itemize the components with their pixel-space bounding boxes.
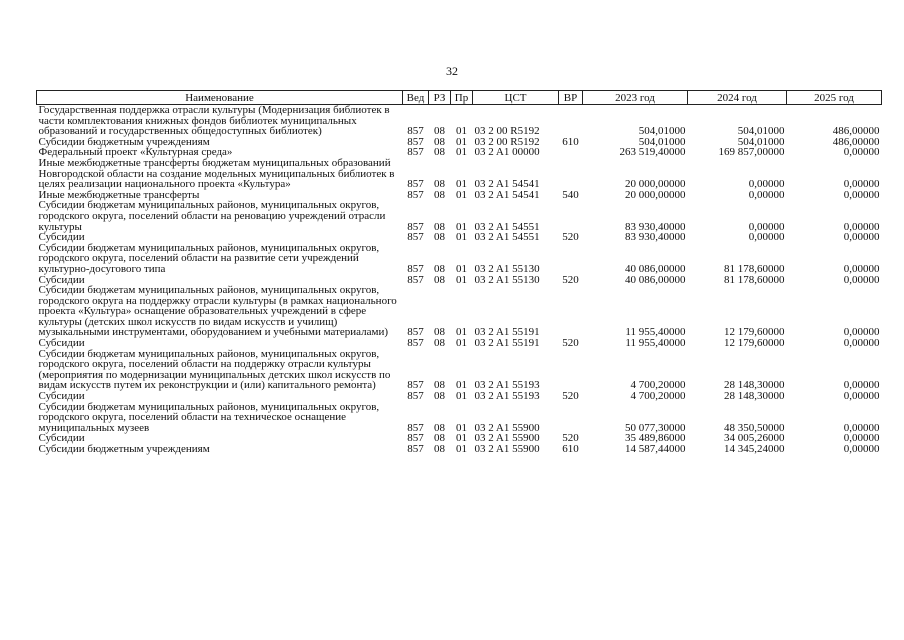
row-value-2023: 504,01000	[638, 135, 686, 148]
row-vr: 520	[562, 390, 579, 403]
table-row	[37, 158, 882, 190]
row-cst: 03 2 00 R5192	[474, 125, 540, 138]
row-cst: 03 2 A1 55193	[474, 379, 540, 392]
row-cst: 03 2 A1 55900	[474, 432, 540, 445]
row-rz: 08	[434, 337, 445, 350]
row-ved: 857	[407, 231, 424, 244]
table-header-row	[37, 91, 882, 105]
row-value-2024: 0,00000	[748, 178, 785, 191]
header-ved: Вед	[403, 91, 429, 105]
row-cst: 03 2 A1 55193	[474, 390, 540, 403]
row-pr: 01	[456, 337, 467, 350]
row-value-2025: 0,00000	[843, 273, 880, 286]
row-name: Субсидии	[38, 273, 85, 286]
row-name: Субсидии	[38, 432, 85, 445]
row-name: Федеральный проект «Культурная среда»	[38, 146, 233, 159]
row-cst: 03 2 A1 55900	[474, 443, 540, 455]
row-value-2025: 0,00000	[843, 337, 880, 350]
row-rz: 08	[434, 125, 445, 138]
row-rz: 08	[434, 231, 445, 244]
row-pr: 01	[456, 220, 467, 233]
row-value-2023: 11 955,40000	[625, 326, 686, 339]
row-vr	[559, 402, 583, 434]
table-row	[37, 200, 882, 232]
row-value-2023: 11 955,40000	[625, 337, 686, 350]
row-vr: 520	[562, 337, 579, 350]
row-value-2024: 0,00000	[748, 188, 785, 201]
header-2023: 2023 год	[583, 91, 688, 105]
table-body	[37, 105, 882, 455]
row-ved: 857	[407, 379, 424, 392]
row-ved: 857	[407, 125, 424, 138]
row-value-2025: 0,00000	[843, 231, 880, 244]
row-pr: 01	[456, 178, 467, 191]
row-value-2024: 169 857,00000	[718, 146, 785, 159]
header-2025: 2025 год	[787, 91, 882, 105]
row-ved: 857	[407, 146, 424, 159]
row-vr: 610	[562, 135, 579, 148]
table-row	[37, 444, 882, 455]
row-value-2024: 34 005,26000	[724, 432, 785, 445]
row-name: Субсидии бюджетным учреждениям	[38, 135, 210, 148]
row-cst: 03 2 A1 55130	[474, 262, 540, 275]
row-cst: 03 2 A1 55900	[474, 421, 540, 434]
row-cst: 03 2 A1 54551	[474, 220, 540, 233]
row-vr	[559, 285, 583, 338]
row-pr: 01	[456, 262, 467, 275]
row-cst: 03 2 A1 55191	[474, 337, 540, 350]
header-pr: Пр	[451, 91, 473, 105]
row-name: Иные межбюджетные трансферты	[38, 188, 200, 201]
row-vr	[559, 158, 583, 190]
row-vr	[559, 349, 583, 391]
row-value-2025: 0,00000	[843, 178, 880, 191]
row-ved: 857	[407, 443, 424, 455]
budget-table	[36, 90, 882, 455]
row-ved: 857	[407, 178, 424, 191]
row-name: Субсидии бюджетам муниципальных районов, муниципальных округов, городского округа на поддержку отрасли культуры (в рамках национального проекта «Культура» оснащение образовательных учреждений в сфере культуры (детских школ искусств по видам искусств и училищ) музыкальными инструментами, оборудованием и учебными материалами)	[38, 284, 397, 339]
row-value-2025: 486,00000	[832, 125, 880, 138]
row-cst: 03 2 00 R5192	[474, 135, 540, 148]
row-ved: 857	[407, 220, 424, 233]
row-value-2024: 12 179,60000	[724, 326, 785, 339]
row-cst: 03 2 A1 55130	[474, 273, 540, 286]
row-rz: 08	[434, 421, 445, 434]
row-rz: 08	[434, 326, 445, 339]
row-pr: 01	[456, 273, 467, 286]
row-value-2025: 0,00000	[843, 390, 880, 403]
row-value-2023: 35 489,86000	[625, 432, 686, 445]
row-value-2024: 81 178,60000	[724, 262, 785, 275]
row-ved: 857	[407, 273, 424, 286]
table-row	[37, 402, 882, 434]
row-value-2025: 0,00000	[843, 443, 880, 455]
row-vr	[559, 147, 583, 158]
row-ved: 857	[407, 326, 424, 339]
row-value-2025: 0,00000	[843, 326, 880, 339]
row-value-2023: 20 000,00000	[625, 178, 686, 191]
row-ved: 857	[407, 262, 424, 275]
row-value-2023: 504,01000	[638, 125, 686, 138]
row-pr: 01	[456, 188, 467, 201]
row-rz: 08	[434, 135, 445, 148]
row-rz: 08	[434, 390, 445, 403]
row-pr: 01	[456, 432, 467, 445]
row-name: Субсидии бюджетам муниципальных районов, муниципальных округов, городского округа, поселений области на техническое оснащение муниципальных музеев	[38, 400, 380, 434]
row-ved: 857	[407, 135, 424, 148]
row-rz: 08	[434, 146, 445, 159]
table-row	[37, 349, 882, 391]
header-cst: ЦСТ	[473, 91, 559, 105]
row-value-2023: 40 086,00000	[625, 273, 686, 286]
row-cst: 03 2 A1 54541	[474, 188, 540, 201]
row-rz: 08	[434, 188, 445, 201]
row-value-2023: 4 700,20000	[630, 379, 686, 392]
row-value-2023: 83 930,40000	[625, 220, 686, 233]
row-pr: 01	[456, 379, 467, 392]
table-row	[37, 285, 882, 338]
row-pr: 01	[456, 443, 467, 455]
row-ved: 857	[407, 337, 424, 350]
row-vr	[559, 243, 583, 275]
row-value-2024: 48 350,50000	[724, 421, 785, 434]
row-ved: 857	[407, 421, 424, 434]
row-value-2024: 12 179,60000	[724, 337, 785, 350]
row-pr: 01	[456, 135, 467, 148]
row-cst: 03 2 A1 55191	[474, 326, 540, 339]
row-value-2024: 81 178,60000	[724, 273, 785, 286]
row-rz: 08	[434, 443, 445, 455]
row-rz: 08	[434, 273, 445, 286]
row-pr: 01	[456, 421, 467, 434]
row-name: Субсидии	[38, 231, 85, 244]
row-ved: 857	[407, 390, 424, 403]
row-value-2025: 0,00000	[843, 421, 880, 434]
header-vr: ВР	[559, 91, 583, 105]
row-rz: 08	[434, 178, 445, 191]
row-cst: 03 2 A1 54541	[474, 178, 540, 191]
row-name: Субсидии	[38, 390, 85, 403]
header-name: Наименование	[37, 91, 403, 105]
row-rz: 08	[434, 220, 445, 233]
row-value-2025: 0,00000	[843, 188, 880, 201]
row-rz: 08	[434, 262, 445, 275]
row-cst: 03 2 A1 00000	[474, 146, 540, 159]
row-value-2023: 83 930,40000	[625, 231, 686, 244]
row-pr: 01	[456, 146, 467, 159]
row-name: Субсидии бюджетам муниципальных районов, муниципальных округов, городского округа, поселений области на поддержку отрасли культуры (мероприятия по модернизации муниципальных детских школ искусств по видам искусств путем их реконструкции и (или) капитального ремонта)	[38, 347, 391, 392]
table-row	[37, 105, 882, 137]
row-value-2023: 263 519,40000	[619, 146, 686, 159]
row-pr: 01	[456, 125, 467, 138]
row-value-2024: 504,01000	[737, 135, 785, 148]
row-pr: 01	[456, 326, 467, 339]
table-row	[37, 243, 882, 275]
row-vr: 520	[562, 273, 579, 286]
row-value-2023: 40 086,00000	[625, 262, 686, 275]
row-value-2023: 20 000,00000	[625, 188, 686, 201]
header-2024: 2024 год	[688, 91, 787, 105]
row-name: Субсидии бюджетным учреждениям	[38, 443, 210, 455]
row-value-2025: 0,00000	[843, 432, 880, 445]
row-rz: 08	[434, 379, 445, 392]
row-name: Государственная поддержка отрасли культуры (Модернизация библиотек в части комплектования книжных фондов библиотек муниципальных образований и государственных общедоступных библиотек)	[38, 104, 390, 138]
row-name: Субсидии	[38, 337, 85, 350]
row-pr: 01	[456, 231, 467, 244]
page-number: 32	[446, 64, 458, 78]
row-value-2025: 0,00000	[843, 146, 880, 159]
row-value-2024: 0,00000	[748, 231, 785, 244]
row-vr: 520	[562, 231, 579, 244]
row-value-2024: 28 148,30000	[724, 379, 785, 392]
row-vr: 540	[562, 188, 579, 201]
row-name: Субсидии бюджетам муниципальных районов, муниципальных округов, городского округа, поселений области на реновацию учреждений отрасли культуры	[38, 199, 386, 233]
row-value-2025: 0,00000	[843, 262, 880, 275]
row-value-2024: 504,01000	[737, 125, 785, 138]
row-vr: 520	[562, 432, 579, 445]
header-rz: РЗ	[429, 91, 451, 105]
row-value-2023: 50 077,30000	[625, 421, 686, 434]
row-ved: 857	[407, 432, 424, 445]
row-pr: 01	[456, 390, 467, 403]
row-value-2023: 14 587,44000	[625, 443, 686, 455]
row-cst: 03 2 A1 54551	[474, 231, 540, 244]
row-value-2025: 486,00000	[832, 135, 880, 148]
row-name: Иные межбюджетные трансферты бюджетам муниципальных образований Новгородской области на создание модельных муниципальных библиотек в целях реализации национального проекта «Культура»	[38, 156, 395, 191]
row-vr: 610	[562, 443, 579, 455]
row-value-2024: 28 148,30000	[724, 390, 785, 403]
row-value-2025: 0,00000	[843, 220, 880, 233]
row-vr	[559, 200, 583, 232]
row-value-2024: 14 345,24000	[724, 443, 785, 455]
row-name: Субсидии бюджетам муниципальных районов, муниципальных округов, городского округа, поселений области на развитие сети учреждений культурно-досугового типа	[38, 241, 380, 275]
row-value-2024: 0,00000	[748, 220, 785, 233]
row-vr	[559, 105, 583, 137]
row-value-2023: 4 700,20000	[630, 390, 686, 403]
row-ved: 857	[407, 188, 424, 201]
row-value-2025: 0,00000	[843, 379, 880, 392]
row-rz: 08	[434, 432, 445, 445]
